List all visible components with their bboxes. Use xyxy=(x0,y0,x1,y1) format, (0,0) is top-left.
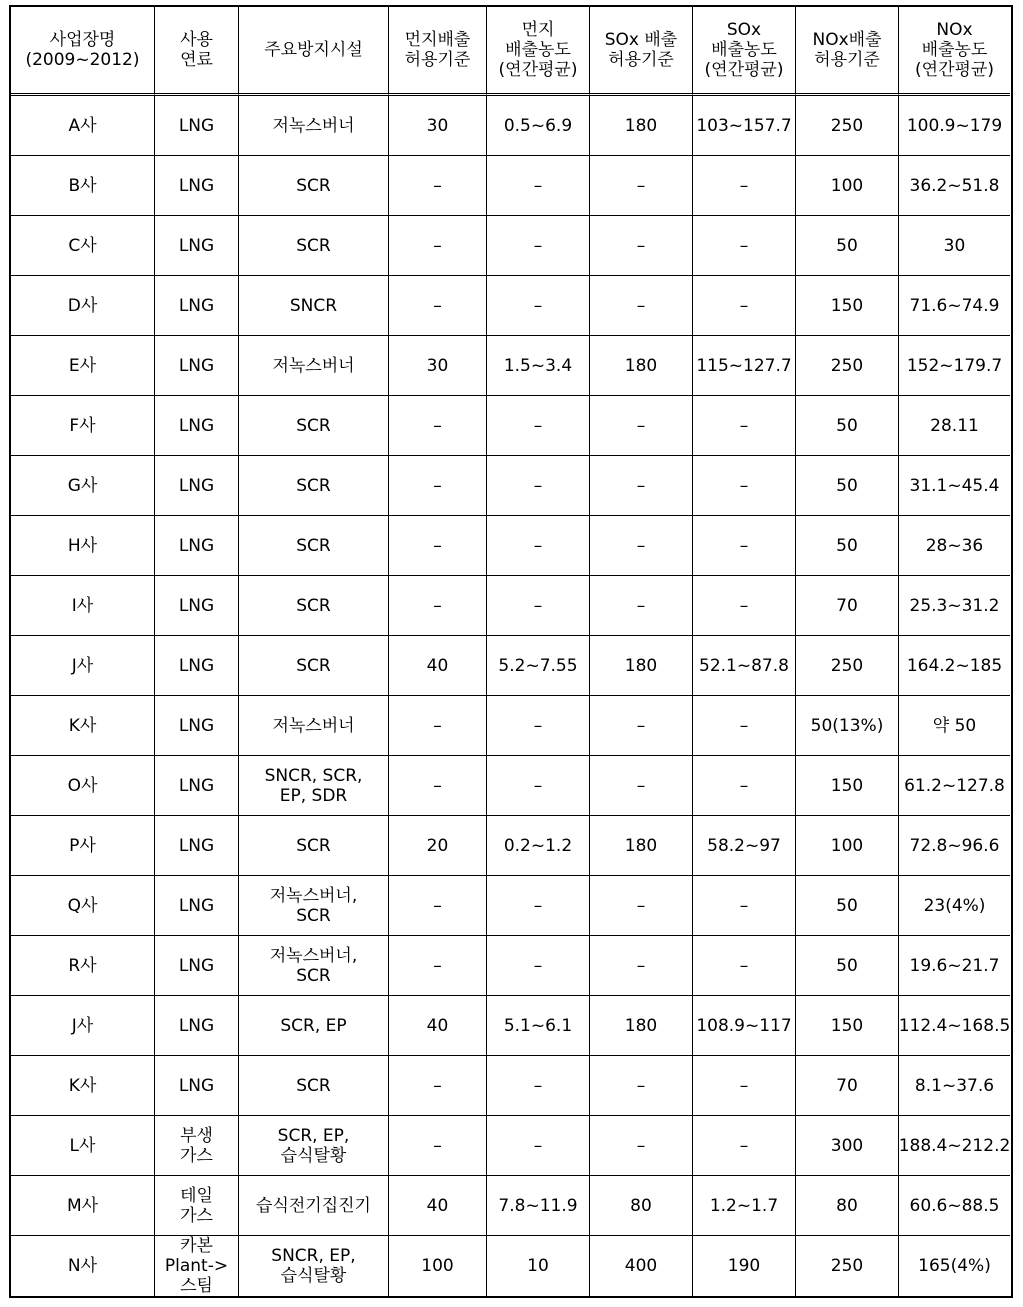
cell-sox-limit: – xyxy=(590,696,693,756)
cell-nox-conc: 약 50 xyxy=(899,696,1010,756)
cell-nox-limit: 250 xyxy=(796,336,899,396)
cell-nox-conc: 72.8~96.6 xyxy=(899,816,1010,876)
cell-nox-conc: 36.2~51.8 xyxy=(899,156,1010,216)
cell-nox-limit: 250 xyxy=(796,636,899,696)
cell-dust-conc: 5.1~6.1 xyxy=(487,996,590,1056)
cell-nox-limit: 150 xyxy=(796,996,899,1056)
cell-dust-conc: – xyxy=(487,396,590,456)
cell-dust-limit: – xyxy=(389,576,487,636)
cell-sox-limit: 180 xyxy=(590,636,693,696)
cell-nox-limit: 70 xyxy=(796,576,899,636)
cell-nox-conc: 28~36 xyxy=(899,516,1010,576)
cell-control-facility: 저녹스버너 xyxy=(239,336,389,396)
cell-nox-conc: 28.11 xyxy=(899,396,1010,456)
header-nox-conc: NOx 배출농도 (연간평균) xyxy=(899,7,1010,96)
cell-fuel: LNG xyxy=(155,636,239,696)
cell-nox-limit: 150 xyxy=(796,756,899,816)
cell-site-name: K사 xyxy=(11,696,155,756)
cell-sox-limit: 180 xyxy=(590,96,693,156)
cell-nox-conc: 100.9~179 xyxy=(899,96,1010,156)
cell-fuel: LNG xyxy=(155,456,239,516)
cell-sox-conc: – xyxy=(693,216,796,276)
cell-dust-limit: – xyxy=(389,696,487,756)
cell-dust-conc: – xyxy=(487,276,590,336)
cell-fuel: LNG xyxy=(155,96,239,156)
cell-sox-limit: – xyxy=(590,516,693,576)
cell-fuel: LNG xyxy=(155,756,239,816)
cell-nox-limit: 50 xyxy=(796,456,899,516)
cell-dust-conc: – xyxy=(487,1056,590,1116)
cell-fuel: LNG xyxy=(155,276,239,336)
cell-fuel: LNG xyxy=(155,576,239,636)
cell-nox-limit: 100 xyxy=(796,816,899,876)
cell-fuel: 카본 Plant-> 스팀 xyxy=(155,1236,239,1296)
cell-dust-conc: – xyxy=(487,576,590,636)
header-fuel: 사용 연료 xyxy=(155,7,239,96)
cell-sox-limit: – xyxy=(590,876,693,936)
cell-site-name: E사 xyxy=(11,336,155,396)
cell-sox-conc: 115~127.7 xyxy=(693,336,796,396)
cell-fuel: LNG xyxy=(155,936,239,996)
cell-nox-limit: 50 xyxy=(796,936,899,996)
cell-sox-limit: – xyxy=(590,1116,693,1176)
header-control-facility: 주요방지시설 xyxy=(239,7,389,96)
cell-sox-limit: 400 xyxy=(590,1236,693,1296)
cell-dust-conc: – xyxy=(487,516,590,576)
cell-sox-limit: – xyxy=(590,276,693,336)
cell-site-name: H사 xyxy=(11,516,155,576)
cell-dust-limit: – xyxy=(389,876,487,936)
cell-control-facility: SNCR, EP, 습식탈황 xyxy=(239,1236,389,1296)
cell-site-name: N사 xyxy=(11,1236,155,1296)
cell-nox-limit: 70 xyxy=(796,1056,899,1116)
cell-nox-conc: 19.6~21.7 xyxy=(899,936,1010,996)
cell-control-facility: SCR xyxy=(239,216,389,276)
cell-control-facility: 저녹스버너 xyxy=(239,96,389,156)
cell-site-name: J사 xyxy=(11,996,155,1056)
cell-fuel: 테일 가스 xyxy=(155,1176,239,1236)
cell-control-facility: SCR xyxy=(239,816,389,876)
cell-nox-conc: 71.6~74.9 xyxy=(899,276,1010,336)
header-site-name: 사업장명 (2009~2012) xyxy=(11,7,155,96)
cell-site-name: A사 xyxy=(11,96,155,156)
cell-nox-conc: 61.2~127.8 xyxy=(899,756,1010,816)
cell-sox-limit: – xyxy=(590,936,693,996)
cell-sox-conc: – xyxy=(693,1056,796,1116)
cell-control-facility: 습식전기집진기 xyxy=(239,1176,389,1236)
cell-dust-conc: – xyxy=(487,156,590,216)
cell-fuel: LNG xyxy=(155,696,239,756)
cell-nox-limit: 80 xyxy=(796,1176,899,1236)
cell-sox-limit: – xyxy=(590,156,693,216)
cell-sox-conc: – xyxy=(693,516,796,576)
cell-nox-conc: 25.3~31.2 xyxy=(899,576,1010,636)
emission-table xyxy=(9,5,1013,1298)
cell-dust-limit: – xyxy=(389,156,487,216)
cell-nox-conc: 152~179.7 xyxy=(899,336,1010,396)
cell-fuel: LNG xyxy=(155,996,239,1056)
cell-dust-conc: – xyxy=(487,936,590,996)
cell-sox-limit: 80 xyxy=(590,1176,693,1236)
cell-dust-conc: 1.5~3.4 xyxy=(487,336,590,396)
cell-sox-conc: – xyxy=(693,876,796,936)
cell-control-facility: SCR xyxy=(239,156,389,216)
cell-fuel: LNG xyxy=(155,816,239,876)
cell-dust-limit: – xyxy=(389,396,487,456)
cell-dust-limit: – xyxy=(389,216,487,276)
cell-nox-conc: 165(4%) xyxy=(918,1256,991,1276)
cell-sox-conc: – xyxy=(693,1116,796,1176)
cell-dust-conc: 7.8~11.9 xyxy=(487,1176,590,1236)
cell-site-name: C사 xyxy=(11,216,155,276)
cell-sox-limit: – xyxy=(590,216,693,276)
cell-site-name: R사 xyxy=(11,936,155,996)
cell-control-facility: SNCR, SCR, EP, SDR xyxy=(239,756,389,816)
cell-dust-conc: – xyxy=(487,756,590,816)
cell-sox-conc: – xyxy=(693,156,796,216)
cell-dust-limit: 40 xyxy=(389,636,487,696)
header-nox-limit: NOx배출 허용기준 xyxy=(796,7,899,96)
cell-fuel: LNG xyxy=(155,1056,239,1116)
cell-site-name: M사 xyxy=(11,1176,155,1236)
cell-nox-limit: 100 xyxy=(796,156,899,216)
cell-control-facility: SCR xyxy=(239,1056,389,1116)
cell-nox-conc: 164.2~185 xyxy=(899,636,1010,696)
cell-site-name: K사 xyxy=(11,1056,155,1116)
cell-dust-conc: 0.5~6.9 xyxy=(487,96,590,156)
header-sox-limit: SOx 배출 허용기준 xyxy=(590,7,693,96)
cell-control-facility: SCR xyxy=(239,636,389,696)
cell-control-facility: 저녹스버너, SCR xyxy=(239,876,389,936)
cell-sox-limit: – xyxy=(590,456,693,516)
cell-fuel: LNG xyxy=(155,516,239,576)
cell-nox-conc: 23(4%) xyxy=(899,876,1010,936)
cell-fuel: LNG xyxy=(155,216,239,276)
cell-fuel: 부생 가스 xyxy=(155,1116,239,1176)
cell-nox-conc: 60.6~88.5 xyxy=(899,1176,1010,1236)
cell-nox-limit: 250 xyxy=(796,1236,899,1296)
cell-sox-limit: 180 xyxy=(590,996,693,1056)
cell-nox-limit: 50 xyxy=(796,216,899,276)
header-dust-limit: 먼지배출 허용기준 xyxy=(389,7,487,96)
cell-sox-conc: – xyxy=(693,696,796,756)
cell-control-facility: SCR, EP, 습식탈황 xyxy=(239,1116,389,1176)
cell-sox-conc: – xyxy=(693,396,796,456)
cell-dust-conc: – xyxy=(487,876,590,936)
cell-sox-limit: 180 xyxy=(590,336,693,396)
cell-control-facility: SCR xyxy=(239,516,389,576)
cell-fuel: LNG xyxy=(155,396,239,456)
cell-sox-conc: – xyxy=(693,756,796,816)
cell-nox-limit: 50 xyxy=(796,396,899,456)
cell-dust-limit: – xyxy=(389,936,487,996)
cell-sox-conc: – xyxy=(693,456,796,516)
cell-nox-conc: 188.4~212.2 xyxy=(899,1116,1010,1176)
cell-control-facility: SCR xyxy=(239,396,389,456)
cell-control-facility: SNCR xyxy=(239,276,389,336)
cell-site-name: P사 xyxy=(11,816,155,876)
cell-sox-limit: 180 xyxy=(590,816,693,876)
cell-nox-limit: 50 xyxy=(796,876,899,936)
cell-sox-limit: – xyxy=(590,396,693,456)
cell-control-facility: 저녹스버너, SCR xyxy=(239,936,389,996)
cell-sox-limit: – xyxy=(590,756,693,816)
cell-dust-conc: 10 xyxy=(487,1236,590,1296)
cell-sox-conc: 52.1~87.8 xyxy=(693,636,796,696)
cell-nox-limit: 50(13%) xyxy=(796,696,899,756)
cell-dust-conc: 0.2~1.2 xyxy=(487,816,590,876)
cell-sox-conc: 1.2~1.7 xyxy=(693,1176,796,1236)
cell-dust-limit: 100 xyxy=(389,1236,487,1296)
cell-dust-limit: 40 xyxy=(389,996,487,1056)
cell-site-name: B사 xyxy=(11,156,155,216)
header-dust-conc: 먼지 배출농도 (연간평균) xyxy=(487,7,590,96)
cell-sox-conc: – xyxy=(693,276,796,336)
cell-dust-conc: 5.2~7.55 xyxy=(487,636,590,696)
cell-nox-conc: 8.1~37.6 xyxy=(899,1056,1010,1116)
cell-sox-conc: – xyxy=(693,576,796,636)
cell-fuel: LNG xyxy=(155,876,239,936)
cell-dust-limit: – xyxy=(389,456,487,516)
cell-dust-limit: – xyxy=(389,276,487,336)
cell-nox-limit: 250 xyxy=(796,96,899,156)
cell-nox-conc: 31.1~45.4 xyxy=(899,456,1010,516)
cell-nox-limit: 150 xyxy=(796,276,899,336)
cell-fuel: LNG xyxy=(155,336,239,396)
cell-control-facility: SCR, EP xyxy=(239,996,389,1056)
cell-site-name: O사 xyxy=(11,756,155,816)
cell-dust-limit: – xyxy=(389,1116,487,1176)
cell-control-facility: SCR xyxy=(239,456,389,516)
cell-dust-limit: – xyxy=(389,1056,487,1116)
cell-fuel: LNG xyxy=(155,156,239,216)
cell-dust-limit: 40 xyxy=(389,1176,487,1236)
cell-site-name: Q사 xyxy=(11,876,155,936)
cell-dust-limit: 30 xyxy=(389,336,487,396)
cell-dust-limit: 30 xyxy=(389,96,487,156)
cell-dust-conc: – xyxy=(487,216,590,276)
cell-site-name: L사 xyxy=(11,1116,155,1176)
cell-sox-limit: – xyxy=(590,1056,693,1116)
cell-nox-conc: 30 xyxy=(899,216,1010,276)
cell-nox-conc: 112.4~168.5 xyxy=(899,996,1010,1056)
cell-site-name: F사 xyxy=(11,396,155,456)
cell-dust-limit: – xyxy=(389,516,487,576)
cell-control-facility: SCR xyxy=(239,576,389,636)
cell-sox-conc: 58.2~97 xyxy=(693,816,796,876)
header-sox-conc: SOx 배출농도 (연간평균) xyxy=(693,7,796,96)
cell-sox-limit: – xyxy=(590,576,693,636)
cell-sox-conc: 190 xyxy=(693,1236,796,1296)
cell-sox-conc: 108.9~117 xyxy=(693,996,796,1056)
cell-dust-limit: 20 xyxy=(389,816,487,876)
cell-site-name: G사 xyxy=(11,456,155,516)
cell-dust-limit: – xyxy=(389,756,487,816)
cell-nox-limit: 300 xyxy=(796,1116,899,1176)
cell-site-name: J사 xyxy=(11,636,155,696)
cell-nox-limit: 50 xyxy=(796,516,899,576)
cell-control-facility: 저녹스버너 xyxy=(239,696,389,756)
cell-sox-conc: 103~157.7 xyxy=(693,96,796,156)
cell-dust-conc: – xyxy=(487,696,590,756)
cell-site-name: I사 xyxy=(11,576,155,636)
cell-dust-conc: – xyxy=(487,1116,590,1176)
cell-sox-conc: – xyxy=(693,936,796,996)
cell-site-name: D사 xyxy=(11,276,155,336)
cell-dust-conc: – xyxy=(487,456,590,516)
